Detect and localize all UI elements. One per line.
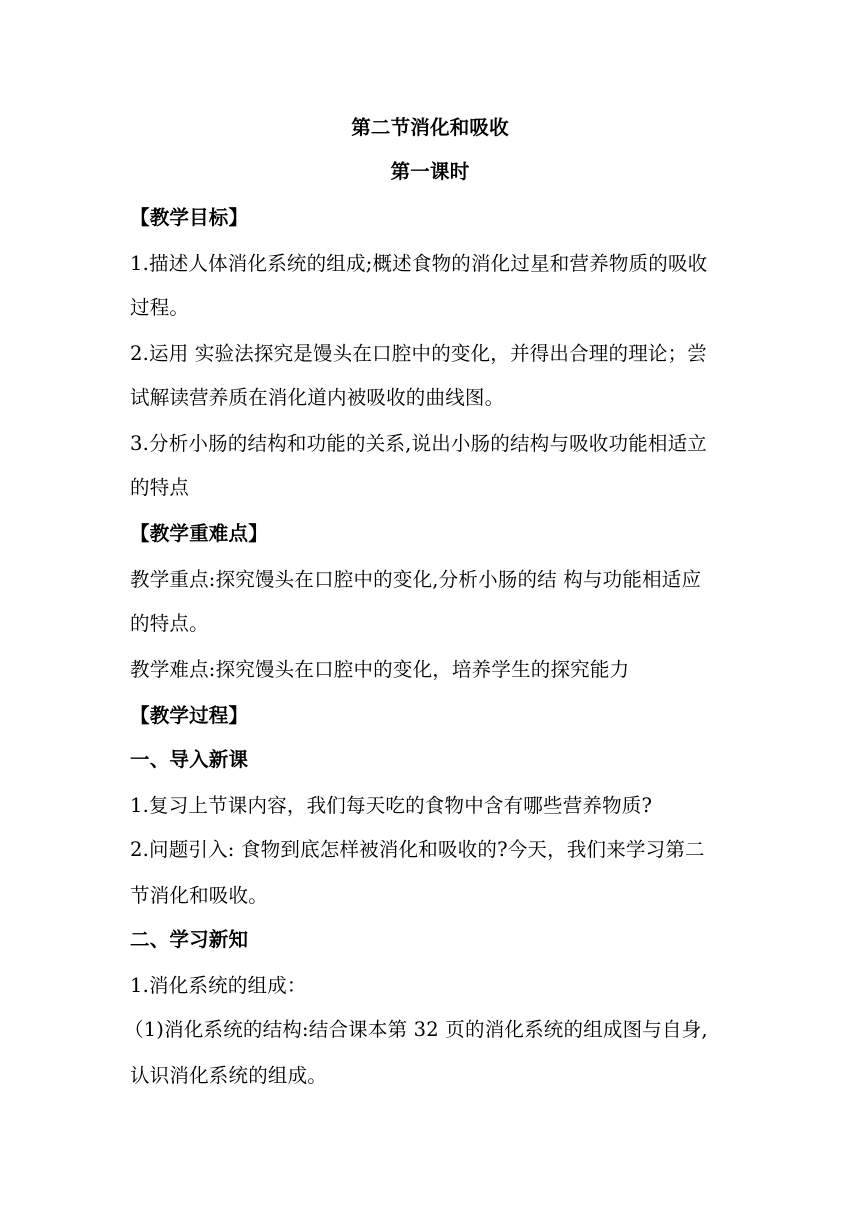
intro-item-2-line-1: 2.问题引入: 食物到底怎样被消化和吸收的?今天，我们来学习第二 (130, 838, 705, 861)
key-focus-line-2: 的特点。 (130, 612, 209, 635)
new-sub-1-line-2: 认识消化系统的组成。 (130, 1064, 328, 1087)
objective-1-line-2: 过程。 (130, 296, 190, 319)
document-title: 第二节消化和吸收 (351, 116, 509, 139)
objective-3-line-1: 3.分析小肠的结构和功能的关系,说出小肠的结构与吸收功能相适立 (130, 432, 708, 455)
objectives-heading: 【教学目标】 (130, 206, 249, 229)
objective-2-line-2: 试解读营养质在消化道内被吸收的曲线图。 (130, 386, 505, 409)
intro-item-1: 1.复习上节课内容，我们每天吃的食物中含有哪些营养物质? (130, 794, 653, 817)
intro-heading: 一、导入新课 (130, 748, 249, 771)
new-item-1: 1.消化系统的组成： (130, 974, 307, 997)
key-focus-line-1: 教学重点:探究馒头在口腔中的变化,分析小肠的结 构与功能相适应 (130, 568, 702, 591)
intro-item-2-line-2: 节消化和吸收。 (130, 884, 268, 907)
process-heading: 【教学过程】 (130, 704, 249, 727)
new-sub-1-line-1: （1)消化系统的结构:结合课本第 32 页的消化系统的组成图与自身, (124, 1018, 708, 1041)
objective-1-line-1: 1.描述人体消化系统的组成;概述食物的消化过星和营养物质的吸收 (130, 252, 708, 275)
objective-2-line-1: 2.运用 实验法探究是馒头在口腔中的变化，并得出合理的理论；尝 (130, 342, 708, 365)
key-difficulty: 教学难点:探究馒头在口腔中的变化，培养学生的探究能力 (130, 658, 630, 681)
document-subtitle: 第一课时 (390, 160, 470, 183)
key-points-heading: 【教学重难点】 (130, 522, 268, 545)
objective-3-line-2: 的特点 (130, 476, 190, 499)
new-heading: 二、学习新知 (130, 928, 249, 951)
